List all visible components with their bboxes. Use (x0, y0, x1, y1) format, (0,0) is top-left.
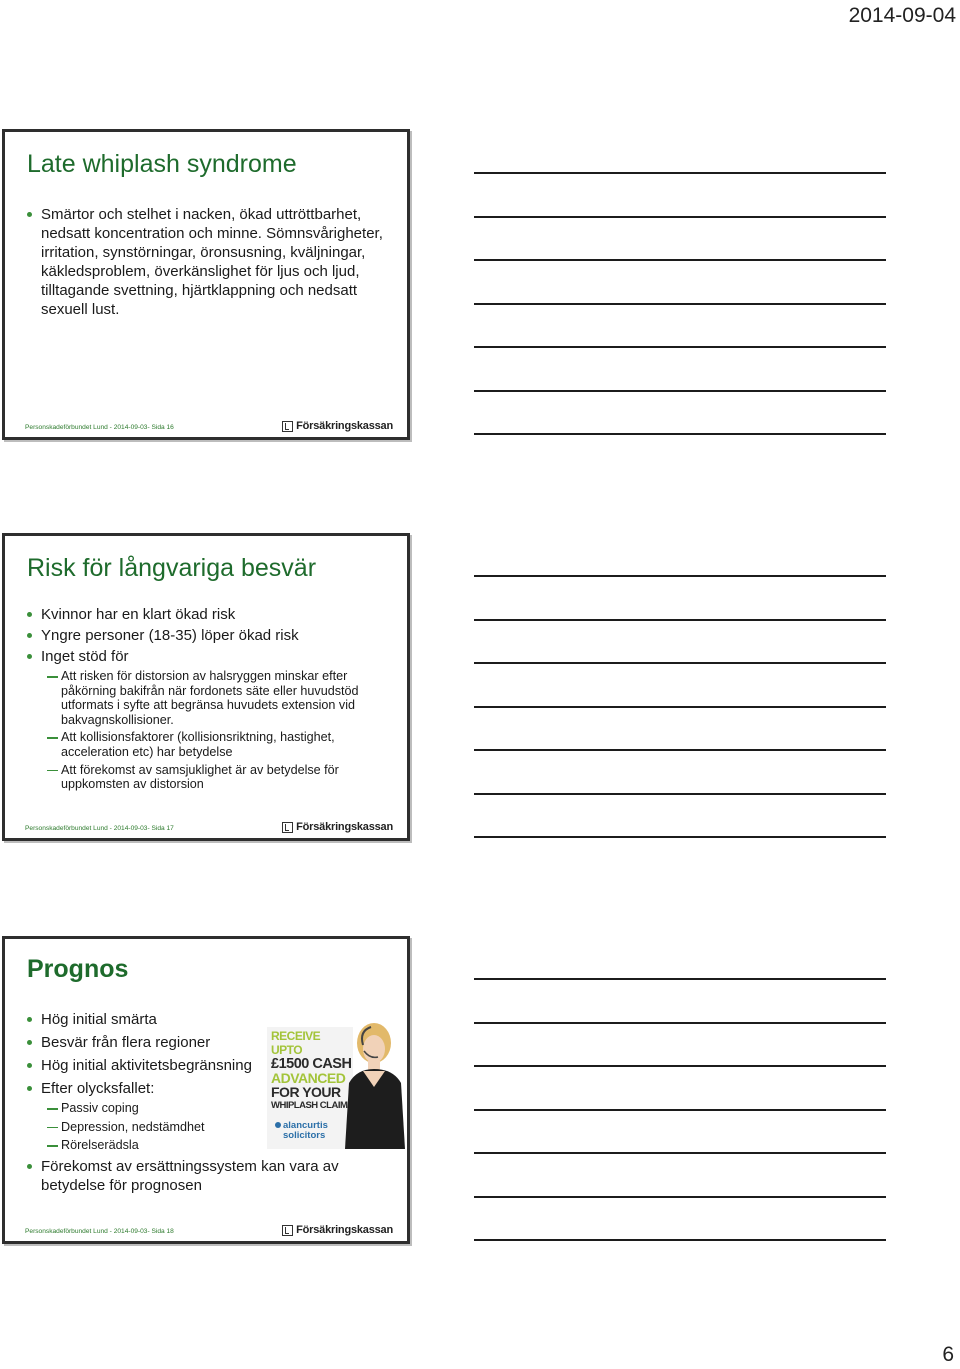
footer-text: Personskadeförbundet Lund - 2014-09-03- Sida 18 (25, 1228, 174, 1235)
notes-lines (474, 978, 886, 1283)
slide-title: Late whiplash syndrome (27, 150, 297, 178)
slide-18 (2, 936, 410, 1244)
dash-icon (47, 1108, 58, 1110)
brand-dot-icon (275, 1122, 281, 1128)
logo-icon (282, 1225, 293, 1236)
dash-icon (47, 737, 58, 739)
note-line (474, 1239, 886, 1241)
bullet-icon (27, 633, 32, 638)
bullet-icon (27, 654, 32, 659)
slide-content (27, 605, 397, 795)
note-line (474, 259, 886, 261)
dash-icon (47, 1127, 58, 1129)
sub-bullet-item: Att förekomst av samsjuklighet är av betydelse för uppkomsten av distorsion (27, 763, 397, 792)
bullet-icon (27, 1164, 32, 1169)
note-line (474, 619, 886, 621)
slide-title: Risk för långvariga besvär (27, 554, 317, 582)
slide-footer (5, 1219, 407, 1241)
forsakringskassan-logo: Försäkringskassan (282, 820, 393, 834)
sub-bullet-item: Passiv coping (27, 1101, 397, 1116)
dash-icon (47, 770, 58, 772)
sub-bullet-item: Depression, nedstämdhet (27, 1120, 397, 1135)
bullet-icon (27, 1040, 32, 1045)
bullet-icon (27, 1086, 32, 1091)
note-line (474, 749, 886, 751)
notes-lines (474, 172, 886, 477)
slide-17 (2, 533, 410, 841)
slide-16 (2, 129, 410, 440)
note-line (474, 793, 886, 795)
slide-footer (5, 415, 407, 437)
footer-text: Personskadeförbundet Lund - 2014-09-03- Sida 17 (25, 825, 174, 832)
note-line (474, 390, 886, 392)
bullet-icon (27, 612, 32, 617)
note-line (474, 303, 886, 305)
note-line (474, 1196, 886, 1198)
bullet-item: Förekomst av ersättningssystem kan vara av betydelse för prognosen (27, 1157, 371, 1195)
note-line (474, 706, 886, 708)
note-line (474, 1152, 886, 1154)
note-line (474, 978, 886, 980)
bullet-item: Smärtor och stelhet i nacken, ökad uttröttbarhet, nedsatt koncentration och minne. Sömnsvårigheter, irritation, synstörningar, öronsusning, kväljningar, käkledsproblem, överkänslighet för ljus och ljud, tilltagande svettning, hjärtklappning och nedsatt sexuell lust. (27, 205, 397, 319)
bullet-item: Kvinnor har en klart ökad risk (27, 605, 397, 624)
sub-bullet-item: Att kollisionsfaktorer (kollisionsriktning, hastighet, acceleration etc) har betydelse (27, 730, 397, 759)
bullet-item: Besvär från flera regioner (27, 1033, 397, 1052)
dash-icon (47, 1145, 58, 1147)
slide-content (27, 205, 397, 320)
bullet-item: Efter olycksfallet: (27, 1079, 397, 1098)
bullet-icon (27, 212, 32, 217)
ad-brand: alancurtis solicitors (275, 1121, 328, 1141)
bullet-item: Inget stöd för (27, 647, 397, 666)
sub-bullet-item: Att risken för distorsion av halsryggen minskar efter påkörning bakifrån när fordonets säte eller huvudstöd utformats i syfte att begränsa huvudets extension vid bakvagnskollisioner. (27, 669, 397, 727)
note-line (474, 1109, 886, 1111)
bullet-icon (27, 1017, 32, 1022)
logo-icon (282, 421, 293, 432)
note-line (474, 836, 886, 838)
dash-icon (47, 676, 58, 678)
note-line (474, 1065, 886, 1067)
notes-lines (474, 575, 886, 880)
note-line (474, 1022, 886, 1024)
slide-footer (5, 816, 407, 838)
note-line (474, 433, 886, 435)
whiplash-claim-ad-image (267, 1021, 407, 1149)
bullet-icon (27, 1063, 32, 1068)
note-line (474, 575, 886, 577)
bullet-item: Hög initial smärta (27, 1010, 397, 1029)
logo-icon (282, 822, 293, 833)
footer-text: Personskadeförbundet Lund - 2014-09-03- Sida 16 (25, 424, 174, 431)
page-date: 2014-09-04 (848, 4, 956, 27)
sub-bullet-item: Rörelserädsla (27, 1138, 397, 1153)
forsakringskassan-logo: Försäkringskassan (282, 1223, 393, 1237)
ad-text: RECEIVE UPTO £1500 CASH ADVANCED FOR YOUR WHIPLASH CLAIM (271, 1029, 352, 1111)
note-line (474, 172, 886, 174)
note-line (474, 216, 886, 218)
bullet-item: Hög initial aktivitetsbegränsning (27, 1056, 397, 1075)
slide-title: Prognos (27, 955, 129, 983)
note-line (474, 662, 886, 664)
page-number: 6 (942, 1343, 954, 1366)
note-line (474, 346, 886, 348)
bullet-item: Yngre personer (18-35) löper ökad risk (27, 626, 397, 645)
forsakringskassan-logo: Försäkringskassan (282, 419, 393, 433)
